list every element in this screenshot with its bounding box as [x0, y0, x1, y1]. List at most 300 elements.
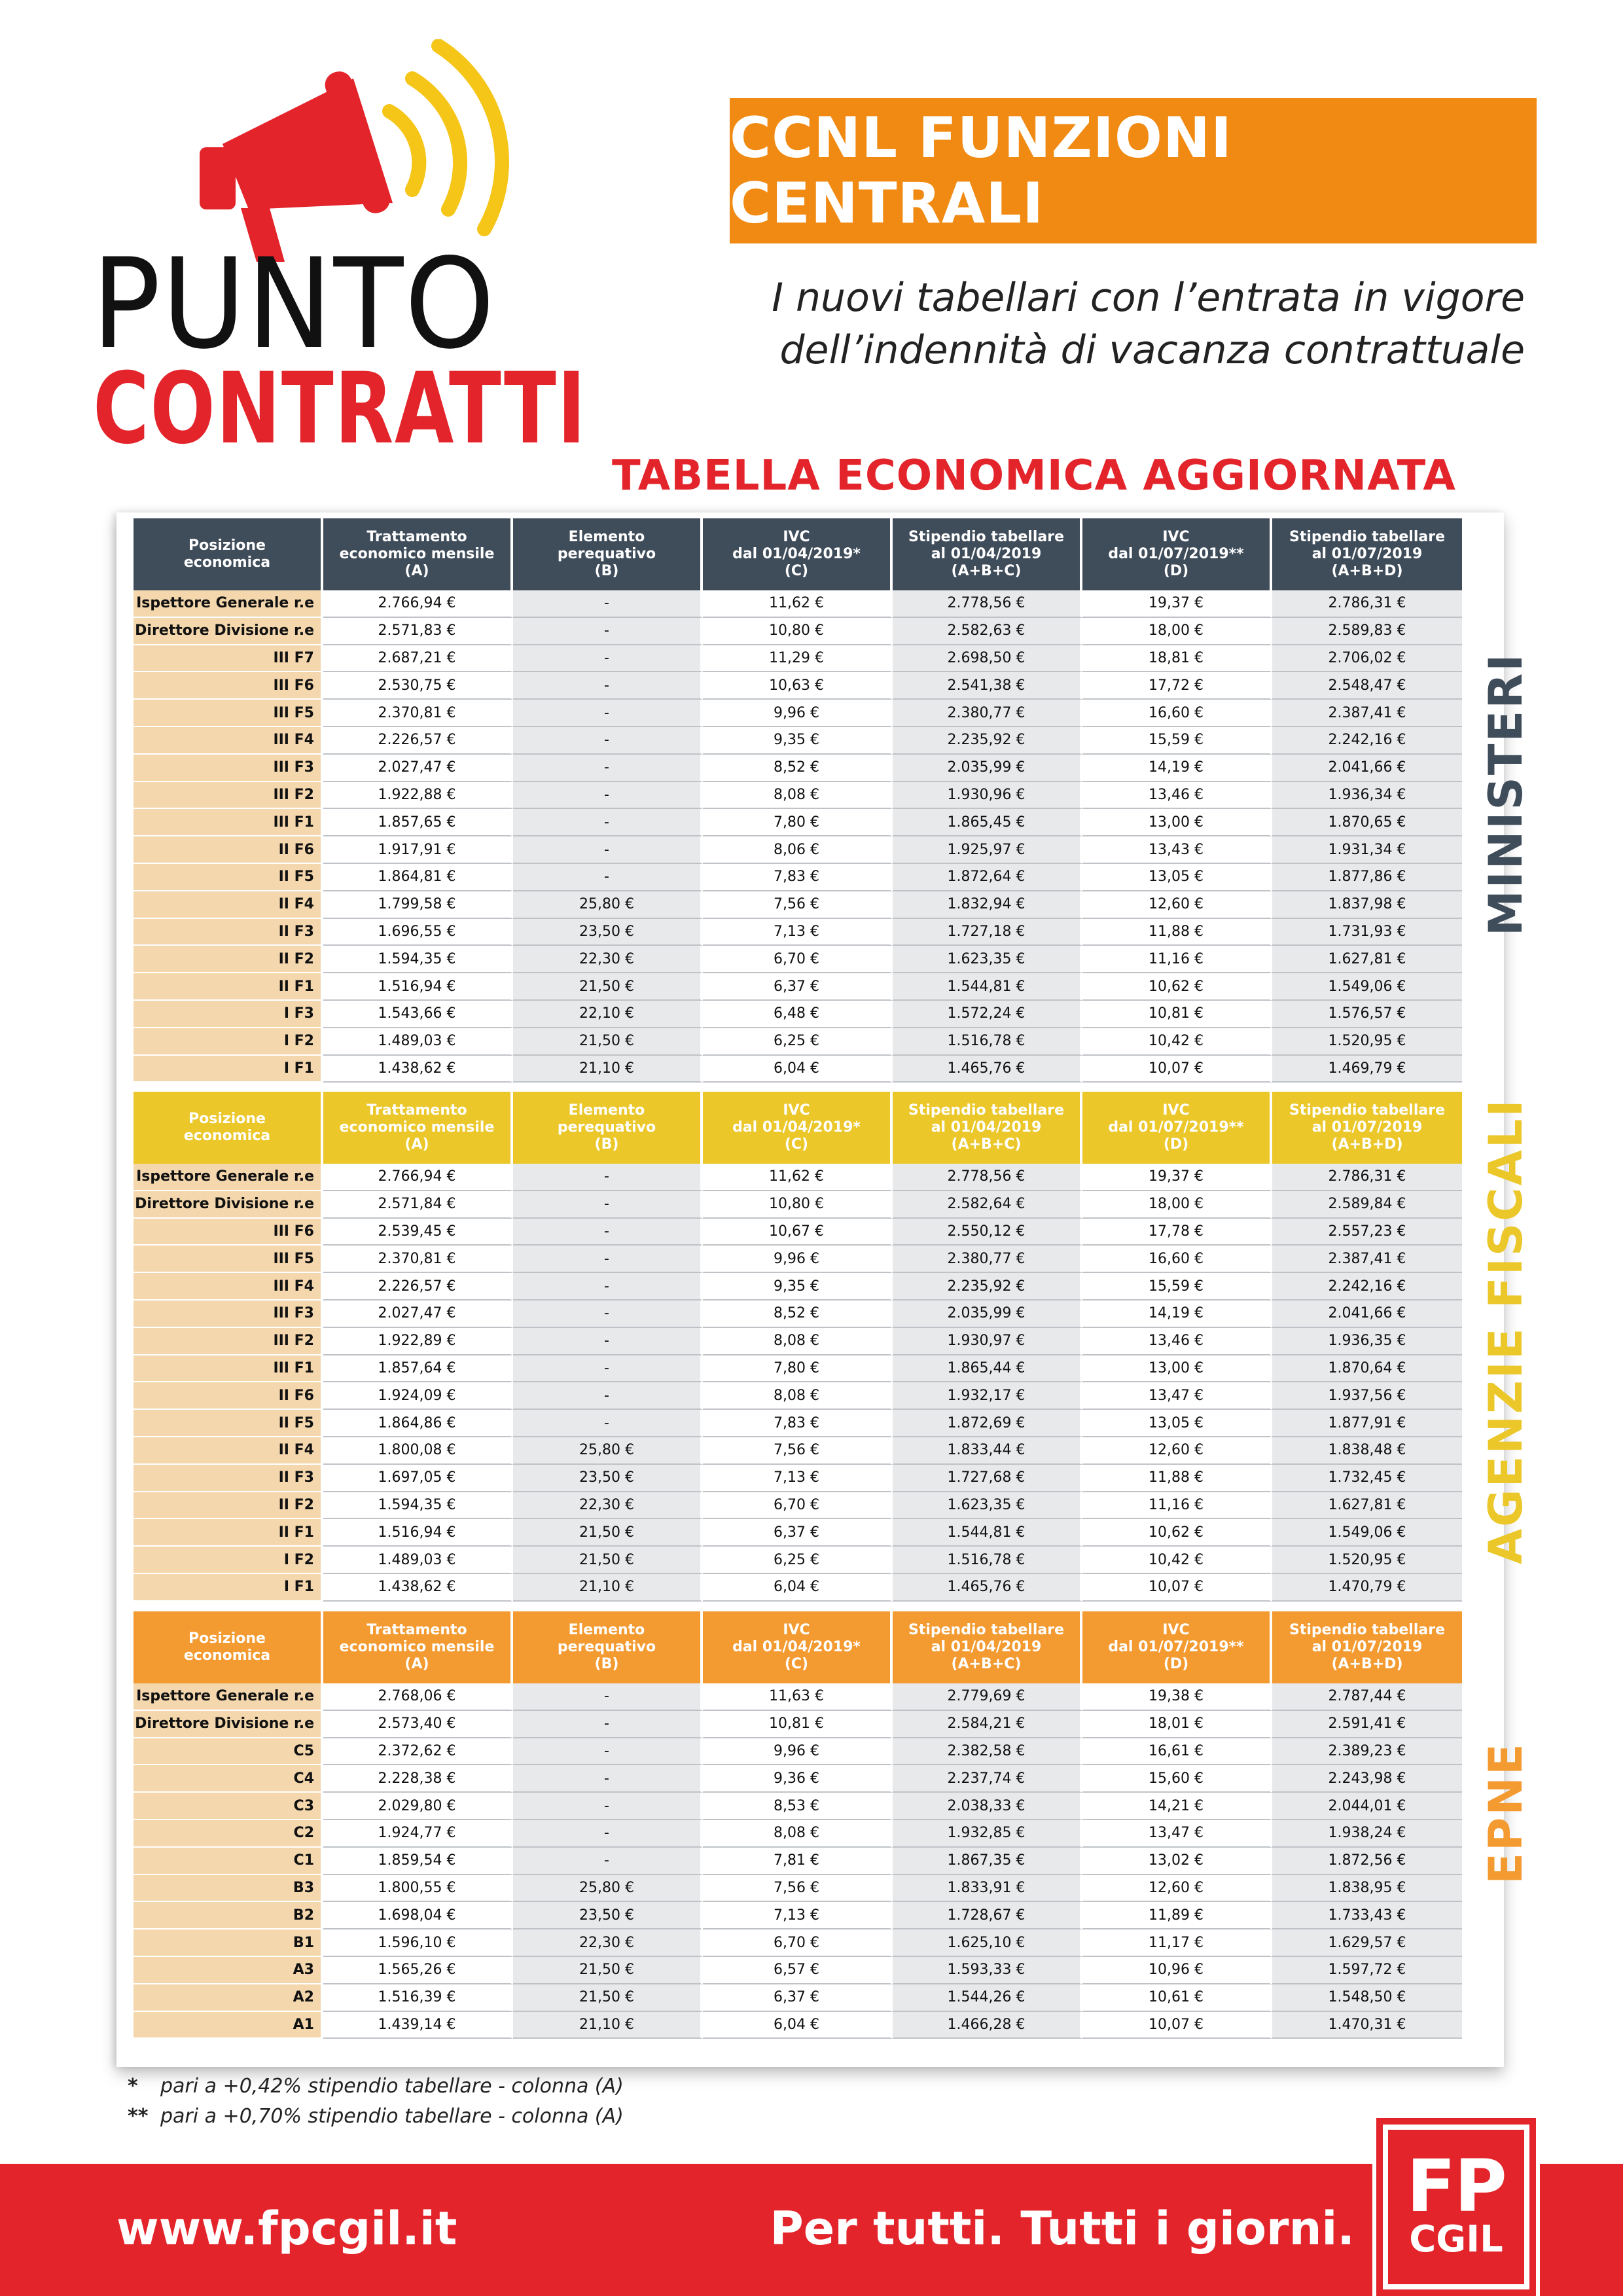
value-cell: 2.382,58 €	[893, 1738, 1082, 1766]
column-header	[134, 1092, 323, 1164]
value-cell: 1.937,56 €	[1272, 1382, 1462, 1410]
value-cell: 2.584,21 €	[893, 1711, 1082, 1738]
position-cell: C2	[134, 1820, 323, 1848]
value-cell: 9,35 €	[703, 1273, 893, 1300]
table-body	[134, 590, 1462, 1083]
position-cell: III F6	[134, 1219, 323, 1246]
value-cell: 1.872,56 €	[1272, 1848, 1462, 1875]
value-cell: 1.465,76 €	[893, 1056, 1082, 1083]
column-header-line: (C)	[784, 1656, 809, 1672]
position-cell: Ispettore Generale r.e	[134, 1164, 323, 1191]
value-cell: 2.380,77 €	[893, 700, 1082, 727]
value-cell: 6,37 €	[703, 973, 893, 1001]
column-header-line: perequativo	[557, 546, 656, 562]
column-header-line: dal 01/04/2019*	[732, 546, 861, 562]
column-header-line: Stipendio tabellare	[1289, 1102, 1446, 1119]
value-cell: 1.627,81 €	[1272, 946, 1462, 973]
value-cell: 1.727,18 €	[893, 919, 1082, 946]
side-label-epne: EPNE	[1479, 1742, 1533, 1884]
value-cell: 10,07 €	[1082, 2012, 1272, 2039]
value-cell: 1.516,78 €	[893, 1028, 1082, 1056]
value-cell: 1.865,45 €	[893, 809, 1082, 836]
value-cell: 1.470,31 €	[1272, 2012, 1462, 2039]
table-row	[134, 1929, 1462, 1957]
column-header	[893, 518, 1082, 590]
value-cell: 1.859,54 €	[323, 1848, 513, 1875]
value-cell: 2.768,06 €	[323, 1683, 513, 1711]
position-cell: II F3	[134, 919, 323, 946]
position-cell: C4	[134, 1765, 323, 1793]
table-row	[134, 1711, 1462, 1738]
column-header-line: Stipendio tabellare	[908, 529, 1065, 545]
value-cell: 1.838,48 €	[1272, 1437, 1462, 1465]
value-cell: -	[513, 1191, 703, 1219]
column-header-line: Stipendio tabellare	[908, 1622, 1065, 1638]
value-cell: 9,36 €	[703, 1765, 893, 1793]
value-cell: 1.800,55 €	[323, 1875, 513, 1903]
footnote-mark: **	[128, 2105, 149, 2128]
website-link[interactable]: www.fpcgil.it	[116, 2202, 457, 2255]
table-row	[134, 1574, 1462, 1602]
column-header-line: (B)	[594, 1136, 619, 1153]
value-cell: 2.041,66 €	[1272, 1300, 1462, 1328]
value-cell: 6,70 €	[703, 1492, 893, 1520]
value-cell: 1.596,10 €	[323, 1929, 513, 1957]
position-cell: III F3	[134, 1300, 323, 1328]
column-header-line: economica	[183, 554, 271, 571]
value-cell: 2.582,63 €	[893, 618, 1082, 645]
value-cell: 2.582,64 €	[893, 1191, 1082, 1219]
value-cell: 1.833,44 €	[893, 1437, 1082, 1465]
value-cell: 7,13 €	[703, 919, 893, 946]
title-banner	[730, 98, 1537, 243]
value-cell: 1.922,88 €	[323, 782, 513, 810]
value-cell: 13,02 €	[1082, 1848, 1272, 1875]
value-cell: 13,05 €	[1082, 1410, 1272, 1437]
column-header-line: (A+B+D)	[1331, 1136, 1403, 1153]
value-cell: 10,81 €	[703, 1711, 893, 1738]
side-label-ministeri: MINISTERI	[1479, 652, 1533, 936]
value-cell: 1.623,35 €	[893, 1492, 1082, 1520]
column-header	[893, 1611, 1082, 1683]
value-cell: 13,00 €	[1082, 1355, 1272, 1383]
column-header	[1082, 518, 1272, 590]
value-cell: 6,37 €	[703, 1984, 893, 2012]
column-header-line: Trattamento	[366, 529, 467, 545]
subtitle-line-2: dell’indennità di vacanza contrattuale	[779, 327, 1525, 373]
value-cell: -	[513, 1246, 703, 1273]
value-cell: 23,50 €	[513, 1902, 703, 1929]
column-header-line: al 01/07/2019	[1311, 546, 1423, 562]
table-row	[134, 1355, 1462, 1383]
value-cell: 10,42 €	[1082, 1547, 1272, 1574]
value-cell: 2.372,62 €	[323, 1738, 513, 1766]
table-row	[134, 755, 1462, 782]
value-cell: 1.931,34 €	[1272, 836, 1462, 864]
value-cell: 1.489,03 €	[323, 1547, 513, 1574]
value-cell: -	[513, 590, 703, 618]
table-row	[134, 1300, 1462, 1328]
value-cell: 1.629,57 €	[1272, 1929, 1462, 1957]
logo-fp-text: FP	[1406, 2144, 1506, 2228]
table-row	[134, 1465, 1462, 1492]
value-cell: 1.731,93 €	[1272, 919, 1462, 946]
fp-cgil-logo	[1376, 2118, 1536, 2296]
value-cell: 1.625,10 €	[893, 1929, 1082, 1957]
value-cell: 8,52 €	[703, 1300, 893, 1328]
banner-title: CCNL FUNZIONI CENTRALI	[730, 105, 1232, 236]
subtitle	[609, 272, 1525, 376]
position-cell: B3	[134, 1875, 323, 1903]
column-header	[134, 518, 323, 590]
table-row	[134, 1902, 1462, 1929]
position-cell: II F4	[134, 1437, 323, 1465]
value-cell: 21,50 €	[513, 1984, 703, 2012]
table-header-row	[134, 518, 1462, 590]
value-cell: 1.857,65 €	[323, 809, 513, 836]
value-cell: 1.696,55 €	[323, 919, 513, 946]
value-cell: 17,78 €	[1082, 1219, 1272, 1246]
footnote	[128, 2072, 624, 2102]
value-cell: 1.516,94 €	[323, 973, 513, 1001]
value-cell: 1.930,96 €	[893, 782, 1082, 810]
value-cell: 11,16 €	[1082, 1492, 1272, 1520]
value-cell: -	[513, 645, 703, 673]
value-cell: 2.370,81 €	[323, 700, 513, 727]
position-cell: Ispettore Generale r.e	[134, 1683, 323, 1711]
column-header-line: IVC	[1162, 1622, 1190, 1638]
table-row	[134, 946, 1462, 973]
value-cell: 13,00 €	[1082, 809, 1272, 836]
value-cell: 1.543,66 €	[323, 1001, 513, 1028]
value-cell: 2.548,47 €	[1272, 672, 1462, 700]
column-header	[513, 1611, 703, 1683]
column-header-line: economica	[183, 1647, 271, 1664]
table-row	[134, 1957, 1462, 1984]
value-cell: 19,37 €	[1082, 1164, 1272, 1191]
table-row	[134, 809, 1462, 836]
value-cell: 25,80 €	[513, 1437, 703, 1465]
column-header-line: (A)	[404, 563, 429, 579]
value-cell: 12,60 €	[1082, 1875, 1272, 1903]
column-header-line: IVC	[1162, 1102, 1190, 1119]
value-cell: 7,56 €	[703, 1875, 893, 1903]
position-cell: III F2	[134, 1328, 323, 1355]
value-cell: 1.870,65 €	[1272, 809, 1462, 836]
value-cell: 21,50 €	[513, 1519, 703, 1547]
value-cell: -	[513, 700, 703, 727]
value-cell: 1.466,28 €	[893, 2012, 1082, 2039]
table-row	[134, 836, 1462, 864]
value-cell: 1.544,26 €	[893, 1984, 1082, 2012]
section-agenzie-fiscali	[134, 1092, 1462, 1602]
position-cell: B2	[134, 1902, 323, 1929]
table-row	[134, 672, 1462, 700]
column-header-line: (A)	[404, 1136, 429, 1153]
value-cell: 8,08 €	[703, 782, 893, 810]
value-cell: 1.627,81 €	[1272, 1492, 1462, 1520]
value-cell: 1.838,95 €	[1272, 1875, 1462, 1903]
column-header	[1272, 1611, 1462, 1683]
value-cell: 16,60 €	[1082, 1246, 1272, 1273]
column-header-line: (A+B+C)	[951, 1136, 1022, 1153]
position-cell: III F3	[134, 755, 323, 782]
value-cell: 10,67 €	[703, 1219, 893, 1246]
value-cell: 25,80 €	[513, 1875, 703, 1903]
value-cell: 6,37 €	[703, 1519, 893, 1547]
value-cell: 1.938,24 €	[1272, 1820, 1462, 1848]
value-cell: 1.544,81 €	[893, 1519, 1082, 1547]
value-cell: 2.787,44 €	[1272, 1683, 1462, 1711]
value-cell: 1.439,14 €	[323, 2012, 513, 2039]
value-cell: 2.573,40 €	[323, 1711, 513, 1738]
table-row	[134, 1056, 1462, 1083]
table-row	[134, 1273, 1462, 1300]
value-cell: 10,63 €	[703, 672, 893, 700]
position-cell: III F4	[134, 1273, 323, 1300]
value-cell: 1.516,39 €	[323, 1984, 513, 2012]
value-cell: 11,29 €	[703, 645, 893, 673]
value-cell: 10,42 €	[1082, 1028, 1272, 1056]
value-cell: 23,50 €	[513, 1465, 703, 1492]
value-cell: 1.597,72 €	[1272, 1957, 1462, 1984]
value-cell: 7,80 €	[703, 1355, 893, 1383]
value-cell: 2.778,56 €	[893, 1164, 1082, 1191]
value-cell: 14,21 €	[1082, 1793, 1272, 1820]
value-cell: 1.623,35 €	[893, 946, 1082, 973]
table-row	[134, 1219, 1462, 1246]
value-cell: 11,63 €	[703, 1683, 893, 1711]
position-cell: III F4	[134, 727, 323, 755]
value-cell: 1.932,17 €	[893, 1382, 1082, 1410]
column-header-line: Stipendio tabellare	[1289, 529, 1446, 545]
salary-table-epne	[134, 1611, 1462, 2039]
value-cell: 6,57 €	[703, 1957, 893, 1984]
value-cell: 21,50 €	[513, 1547, 703, 1574]
table-body	[134, 1164, 1462, 1602]
value-cell: 2.387,41 €	[1272, 700, 1462, 727]
column-header-line: al 01/04/2019	[931, 546, 1042, 562]
value-cell: 8,53 €	[703, 1793, 893, 1820]
value-cell: 10,96 €	[1082, 1957, 1272, 1984]
section-epne	[134, 1611, 1462, 2039]
column-header-line: al 01/04/2019	[931, 1639, 1042, 1655]
value-cell: 15,60 €	[1082, 1765, 1272, 1793]
value-cell: 1.924,77 €	[323, 1820, 513, 1848]
value-cell: 1.516,94 €	[323, 1519, 513, 1547]
column-header-line: IVC	[783, 1622, 810, 1638]
value-cell: 1.925,97 €	[893, 836, 1082, 864]
column-header-line: Trattamento	[366, 1622, 467, 1638]
subtitle-line-1: I nuovi tabellari con l’entrata in vigore	[772, 275, 1525, 321]
value-cell: 18,00 €	[1082, 1191, 1272, 1219]
value-cell: 22,30 €	[513, 1929, 703, 1957]
footnote-text: pari a +0,70% stipendio tabellare - colonna (A)	[160, 2105, 624, 2128]
value-cell: 21,50 €	[513, 1957, 703, 1984]
table-row	[134, 1246, 1462, 1273]
footnotes	[128, 2072, 624, 2132]
value-cell: 1.877,86 €	[1272, 864, 1462, 891]
column-header-line: (B)	[594, 1656, 619, 1672]
value-cell: 1.864,81 €	[323, 864, 513, 891]
value-cell: 2.779,69 €	[893, 1683, 1082, 1711]
column-header-line: dal 01/07/2019**	[1108, 1119, 1244, 1136]
table-row	[134, 1984, 1462, 2012]
column-header-line: (A+B+C)	[951, 1656, 1022, 1672]
table-row	[134, 1028, 1462, 1056]
column-header	[1272, 1092, 1462, 1164]
value-cell: -	[513, 1382, 703, 1410]
value-cell: 1.732,45 €	[1272, 1465, 1462, 1492]
value-cell: 1.565,26 €	[323, 1957, 513, 1984]
value-cell: 1.470,79 €	[1272, 1574, 1462, 1602]
value-cell: 1.489,03 €	[323, 1028, 513, 1056]
value-cell: 11,62 €	[703, 1164, 893, 1191]
table-row	[134, 1328, 1462, 1355]
column-header-line: Stipendio tabellare	[1289, 1622, 1446, 1638]
value-cell: 6,04 €	[703, 1574, 893, 1602]
table-row	[134, 2012, 1462, 2039]
position-cell: III F1	[134, 1355, 323, 1383]
value-cell: -	[513, 755, 703, 782]
table-row	[134, 1547, 1462, 1574]
value-cell: 2.235,92 €	[893, 1273, 1082, 1300]
column-header	[513, 518, 703, 590]
value-cell: 11,88 €	[1082, 919, 1272, 946]
position-cell: C1	[134, 1848, 323, 1875]
position-cell: B1	[134, 1929, 323, 1957]
position-cell: III F2	[134, 782, 323, 810]
value-cell: 12,60 €	[1082, 1437, 1272, 1465]
position-cell: C3	[134, 1793, 323, 1820]
value-cell: 6,04 €	[703, 2012, 893, 2039]
value-cell: 2.389,23 €	[1272, 1738, 1462, 1766]
value-cell: 2.035,99 €	[893, 1300, 1082, 1328]
value-cell: -	[513, 1273, 703, 1300]
footnote	[128, 2102, 624, 2132]
table-row	[134, 1820, 1462, 1848]
column-header-line: economico mensile	[339, 1119, 495, 1136]
value-cell: 2.766,94 €	[323, 1164, 513, 1191]
position-cell: II F6	[134, 836, 323, 864]
value-cell: 1.549,06 €	[1272, 973, 1462, 1001]
column-header-line: (A+B+D)	[1331, 1656, 1403, 1672]
position-cell: II F4	[134, 891, 323, 919]
value-cell: 2.557,23 €	[1272, 1219, 1462, 1246]
value-cell: -	[513, 1683, 703, 1711]
column-header-line: economico mensile	[339, 1639, 495, 1655]
value-cell: -	[513, 1300, 703, 1328]
value-cell: 1.930,97 €	[893, 1328, 1082, 1355]
value-cell: 1.799,58 €	[323, 891, 513, 919]
column-header	[703, 1092, 893, 1164]
position-cell: II F1	[134, 1519, 323, 1547]
value-cell: 9,96 €	[703, 1738, 893, 1766]
column-header-line: (A+B+D)	[1331, 563, 1403, 579]
table-row	[134, 1793, 1462, 1820]
logo-line-contratti: CONTRATTI	[93, 352, 587, 466]
position-cell: I F1	[134, 1056, 323, 1083]
value-cell: 7,56 €	[703, 891, 893, 919]
value-cell: 7,80 €	[703, 809, 893, 836]
table-row	[134, 1519, 1462, 1547]
value-cell: 10,62 €	[1082, 1519, 1272, 1547]
value-cell: 1.870,64 €	[1272, 1355, 1462, 1383]
value-cell: 8,06 €	[703, 836, 893, 864]
column-header-line: IVC	[783, 529, 810, 545]
column-header-line: perequativo	[557, 1639, 656, 1655]
value-cell: -	[513, 1848, 703, 1875]
position-cell: Ispettore Generale r.e	[134, 590, 323, 618]
column-header-line: economica	[183, 1128, 271, 1144]
value-cell: 1.837,98 €	[1272, 891, 1462, 919]
value-cell: 10,80 €	[703, 618, 893, 645]
value-cell: 1.936,34 €	[1272, 782, 1462, 810]
position-cell: Direttore Divisione r.e	[134, 618, 323, 645]
value-cell: 1.800,08 €	[323, 1437, 513, 1465]
column-header	[323, 518, 513, 590]
value-cell: 2.786,31 €	[1272, 1164, 1462, 1191]
position-cell: III F5	[134, 700, 323, 727]
table-row	[134, 700, 1462, 727]
column-header-line: economico mensile	[339, 546, 495, 562]
value-cell: 1.520,95 €	[1272, 1028, 1462, 1056]
value-cell: 1.865,44 €	[893, 1355, 1082, 1383]
column-header-line: perequativo	[557, 1119, 656, 1136]
value-cell: 16,60 €	[1082, 700, 1272, 727]
value-cell: 6,04 €	[703, 1056, 893, 1083]
position-cell: III F5	[134, 1246, 323, 1273]
value-cell: 12,60 €	[1082, 891, 1272, 919]
value-cell: 7,81 €	[703, 1848, 893, 1875]
value-cell: 13,46 €	[1082, 1328, 1272, 1355]
value-cell: 10,61 €	[1082, 1984, 1272, 2012]
value-cell: 6,70 €	[703, 946, 893, 973]
value-cell: 2.539,45 €	[323, 1219, 513, 1246]
column-header-line: Elemento	[568, 1102, 645, 1119]
value-cell: -	[513, 727, 703, 755]
value-cell: 2.029,80 €	[323, 1793, 513, 1820]
table-row	[134, 1410, 1462, 1437]
value-cell: 15,59 €	[1082, 1273, 1272, 1300]
value-cell: -	[513, 1820, 703, 1848]
position-cell: II F1	[134, 973, 323, 1001]
value-cell: 21,50 €	[513, 973, 703, 1001]
value-cell: 8,08 €	[703, 1820, 893, 1848]
value-cell: 2.687,21 €	[323, 645, 513, 673]
value-cell: 13,47 €	[1082, 1820, 1272, 1848]
column-header-line: Posizione	[188, 1111, 266, 1127]
value-cell: 21,10 €	[513, 1056, 703, 1083]
value-cell: 1.438,62 €	[323, 1574, 513, 1602]
value-cell: 7,83 €	[703, 1410, 893, 1437]
value-cell: 8,52 €	[703, 755, 893, 782]
value-cell: -	[513, 782, 703, 810]
value-cell: -	[513, 836, 703, 864]
position-cell: II F2	[134, 946, 323, 973]
column-header-line: dal 01/07/2019**	[1108, 1639, 1244, 1655]
value-cell: 2.226,57 €	[323, 1273, 513, 1300]
value-cell: 2.228,38 €	[323, 1765, 513, 1793]
value-cell: 23,50 €	[513, 919, 703, 946]
value-cell: 2.044,01 €	[1272, 1793, 1462, 1820]
column-header	[1082, 1611, 1272, 1683]
position-cell: I F3	[134, 1001, 323, 1028]
value-cell: 11,89 €	[1082, 1902, 1272, 1929]
value-cell: 1.877,91 €	[1272, 1410, 1462, 1437]
table-row	[134, 645, 1462, 673]
value-cell: 11,16 €	[1082, 946, 1272, 973]
